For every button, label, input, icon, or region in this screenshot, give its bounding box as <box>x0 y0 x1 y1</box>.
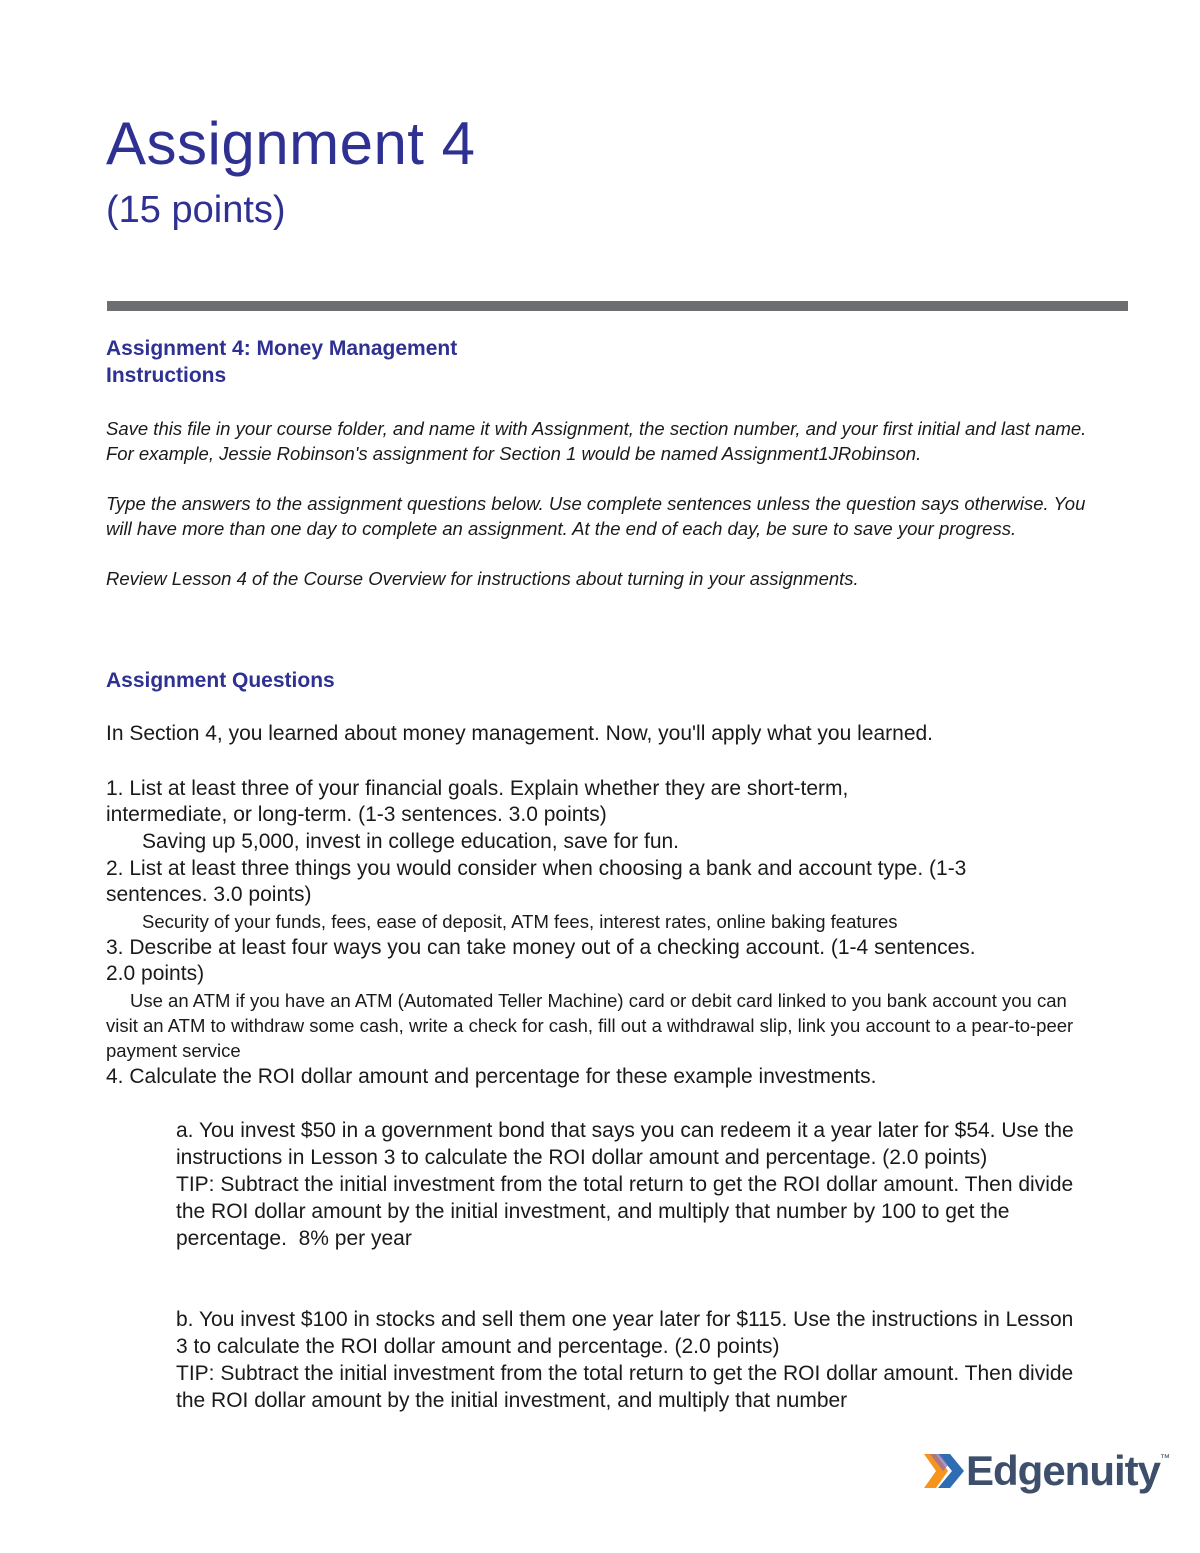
intro-text: In Section 4, you learned about money management. Now, you'll apply what you learned. <box>106 722 934 745</box>
subquestion-a <box>176 1117 1076 1252</box>
subquestion-b-tip: TIP: Subtract the initial investment from the total return to get the ROI dollar amount. Then divide the ROI dollar amount by the initial investment, and multiply that number <box>176 1362 1074 1412</box>
subquestion-a-tip <box>176 1171 1076 1252</box>
divider <box>107 301 1128 311</box>
question-4: 4. Calculate the ROI dollar amount and percentage for these example investments. <box>106 1065 877 1088</box>
answer-2: Security of your funds, fees, ease of deposit, ATM fees, interest rates, online baking features <box>142 911 898 932</box>
edgenuity-logo <box>922 1445 1170 1497</box>
question-1: 1. List at least three of your financial goals. Explain whether they are short-term, intermediate, or long-term. (1-3 sentences. 3.0 points) <box>106 777 849 826</box>
questions-heading: Assignment Questions <box>106 669 335 692</box>
points-subtitle: (15 points) <box>106 189 286 231</box>
trademark-mark: ™ <box>1160 1453 1171 1464</box>
logo-wordmark: Edgenuity <box>966 1447 1161 1494</box>
answer-1: Saving up 5,000, invest in college education, save for fun. <box>142 830 680 853</box>
question-2: 2. List at least three things you would consider when choosing a bank and account type. (1-3 sentences. 3.0 points) <box>106 857 967 906</box>
answer-3: Use an ATM if you have an ATM (Automated Teller Machine) card or debit card linked to you bank account you can visit an ATM to withdraw some cash, write a check for cash, fill out a withdrawal slip, link you account to a pear-to-peer payment service <box>106 990 1074 1061</box>
question-3: 3. Describe at least four ways you can take money out of a checking account. (1-4 sentences. 2.0 points) <box>106 936 976 985</box>
instruction-paragraph: Review Lesson 4 of the Course Overview for instructions about turning in your assignments. <box>106 568 859 589</box>
page-title: Assignment 4 <box>106 110 476 177</box>
instructions-heading: Instructions <box>106 364 227 387</box>
logo-x-icon <box>922 1450 966 1492</box>
subquestion-a-text: a. You invest $50 in a government bond that says you can redeem it a year later for $54. Use the instructions in Lesson 3 to calculate the ROI dollar amount and percentage. (2.0 points) <box>176 1119 1074 1169</box>
subquestion-b-text: b. You invest $100 in stocks and sell them one year later for $115. Use the instructions in Lesson 3 to calculate the ROI dollar amount and percentage. (2.0 points) <box>176 1308 1074 1358</box>
instructions-block <box>106 416 1096 616</box>
instruction-paragraph: Type the answers to the assignment questions below. Use complete sentences unless the question says otherwise. You will have more than one day to complete an assignment. At the end of each day, be sure to save your progress. <box>106 493 1086 539</box>
section-heading: Assignment 4: Money Management <box>106 337 458 360</box>
instruction-paragraph: Save this file in your course folder, and name it with Assignment, the section number, and your first initial and last name. For example, Jessie Robinson's assignment for Section 1 would be named Assignment1JRobinson. <box>106 418 1087 464</box>
subquestion-a-answer: 8% per year <box>298 1227 412 1250</box>
tip-text: TIP: Subtract the initial investment from the total return to get the ROI dollar amount. Then divide the ROI dollar amount by the initial investment, and multiply that number by 100 to get the percentage. <box>176 1173 1074 1250</box>
subquestion-b <box>176 1306 1076 1414</box>
